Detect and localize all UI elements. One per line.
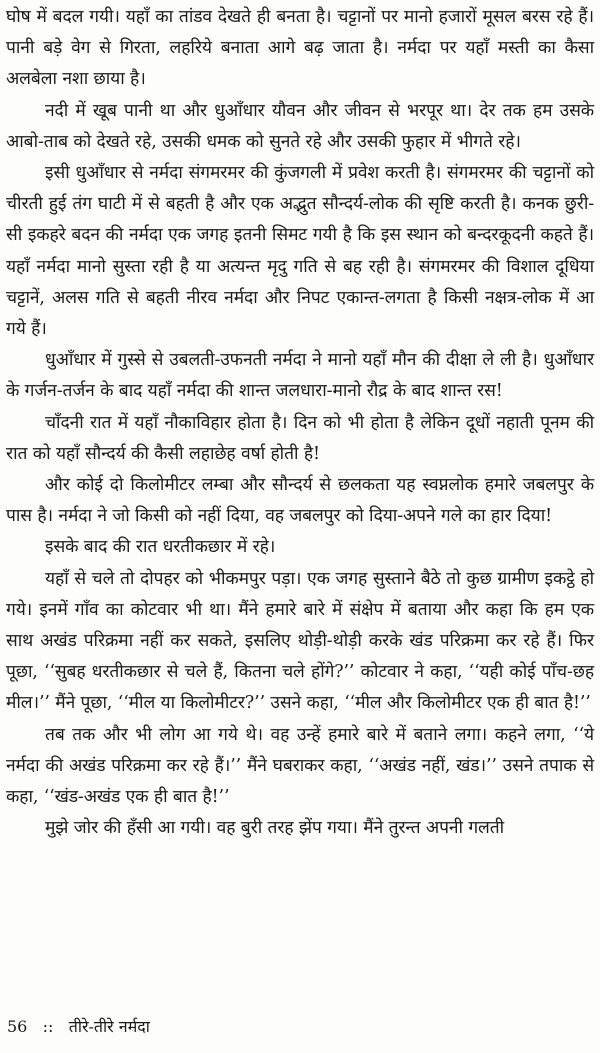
page-number: 56 — [7, 1017, 28, 1036]
paragraph: इसके बाद की रात धरतीकछार में रहे। — [45, 537, 276, 558]
footer-separator: :: — [42, 1017, 54, 1036]
paragraph: मुझे जोर की हँसी आ गयी। वह बुरी तरह झेंप गया। मैंने तुरन्त अपनी गलती — [45, 818, 505, 839]
book-title: तीरे-तीरे नर्मदा — [68, 1017, 150, 1036]
paragraph: नदी में खूब पानी था और धुआँधार यौवन और जीवन से भरपूर था। देर तक हम उसके आबो-ताब को देखते रहे, उसकी धमक को सुनते रहे और उसकी फुहार में भीगते रहे। — [6, 100, 594, 152]
paragraph: तब तक और भी लोग आ गये थे। वह उन्हें हमारे बारे में बताने लगा। कहने लगा, ‘‘ये नर्मदा की अखंड परिक्रमा कर रहे हैं।’’ मैंने घबराकर कहा, ‘‘अखंड नहीं, खंड।’’ उसने तपाक से कहा, ‘‘खंड-अखंड एक ही बात है!’’ — [6, 724, 594, 808]
page-body-text — [6, 2, 594, 844]
paragraph: घोष में बदल गयी। यहाँ का तांडव देखते ही बनता है। चट्टानों पर मानो हजारों मूसल बरस रहे हैं। पानी बड़े वेग से गिरता, लहरिये बनाता आगे बढ़ जाता है। नर्मदा पर यहाँ मस्ती का कैसा अलबेला नशा छाया है। — [6, 7, 594, 90]
page-footer — [7, 1016, 150, 1038]
paragraph: यहाँ से चले तो दोपहर को भीकमपुर पड़ा। एक जगह सुस्ताने बैठे तो कुछ ग्रामीण इकट्ठे हो गये। इनमें गाँव का कोटवार भी था। मैंने हमारे बारे में संक्षेप में बताया और कहा कि हम एक साथ अखंड परिक्रमा नहीं कर सकते, इसलिए थोड़ी-थोड़ी करके खंड परिक्रमा कर रहे हैं। फिर पूछा, ‘‘सुबह धरतीकछार से चले हैं, कितना चले होंगे?’’ कोटवार ने कहा, ‘‘यही कोई पाँच-छह मील।’’ मैंने पूछा, ‘‘मील या किलोमीटर?’’ उसने कहा, ‘‘मील और किलोमीटर एक ही बात है!’’ — [6, 568, 594, 714]
paragraph: चाँदनी रात में यहाँ नौकाविहार होता है। दिन को भी होता है लेकिन दूधों नहाती पूनम की रात को यहाँ सौन्दर्य की कैसी लहाछेह वर्षा होती है! — [6, 412, 594, 464]
paragraph: इसी धुआँधार से नर्मदा संगमरमर की कुंजगली में प्रवेश करती है। संगमरमर की चट्टानों को चीरती हुई तंग घाटी में से बहती है और एक अद्भुत सौन्दर्य-लोक की सृष्टि करती है। कनक छुरी-सी इकहरे बदन की नर्मदा एक जगह इतनी सिमट गयी है कि इस स्थान को बन्दरकूदनी कहते हैं। यहाँ नर्मदा मानो सुस्ता रही है या अत्यन्त मृदु गति से बह रही है। संगमरमर की विशाल दूधिया चट्टानें, अलस गति से बहती नीरव नर्मदा और निपट एकान्त-लगता है किसी नक्षत्र-लोक में आ गये हैं। — [6, 163, 594, 340]
paragraph: धुआँधार में गुस्से से उबलती-उफनती नर्मदा ने मानो यहाँ मौन की दीक्षा ले ली है। धुआँधार के गर्जन-तर्जन के बाद यहाँ नर्मदा की शान्त जलधारा-मानो रौद्र के बाद शान्त रस! — [6, 350, 594, 402]
paragraph: और कोई दो किलोमीटर लम्बा और सौन्दर्य से छलकता यह स्वप्नलोक हमारे जबलपुर के पास है। नर्मदा ने जो किसी को नहीं दिया, वह जबलपुर को दिया-अपने गले का हार दिया! — [6, 475, 594, 527]
